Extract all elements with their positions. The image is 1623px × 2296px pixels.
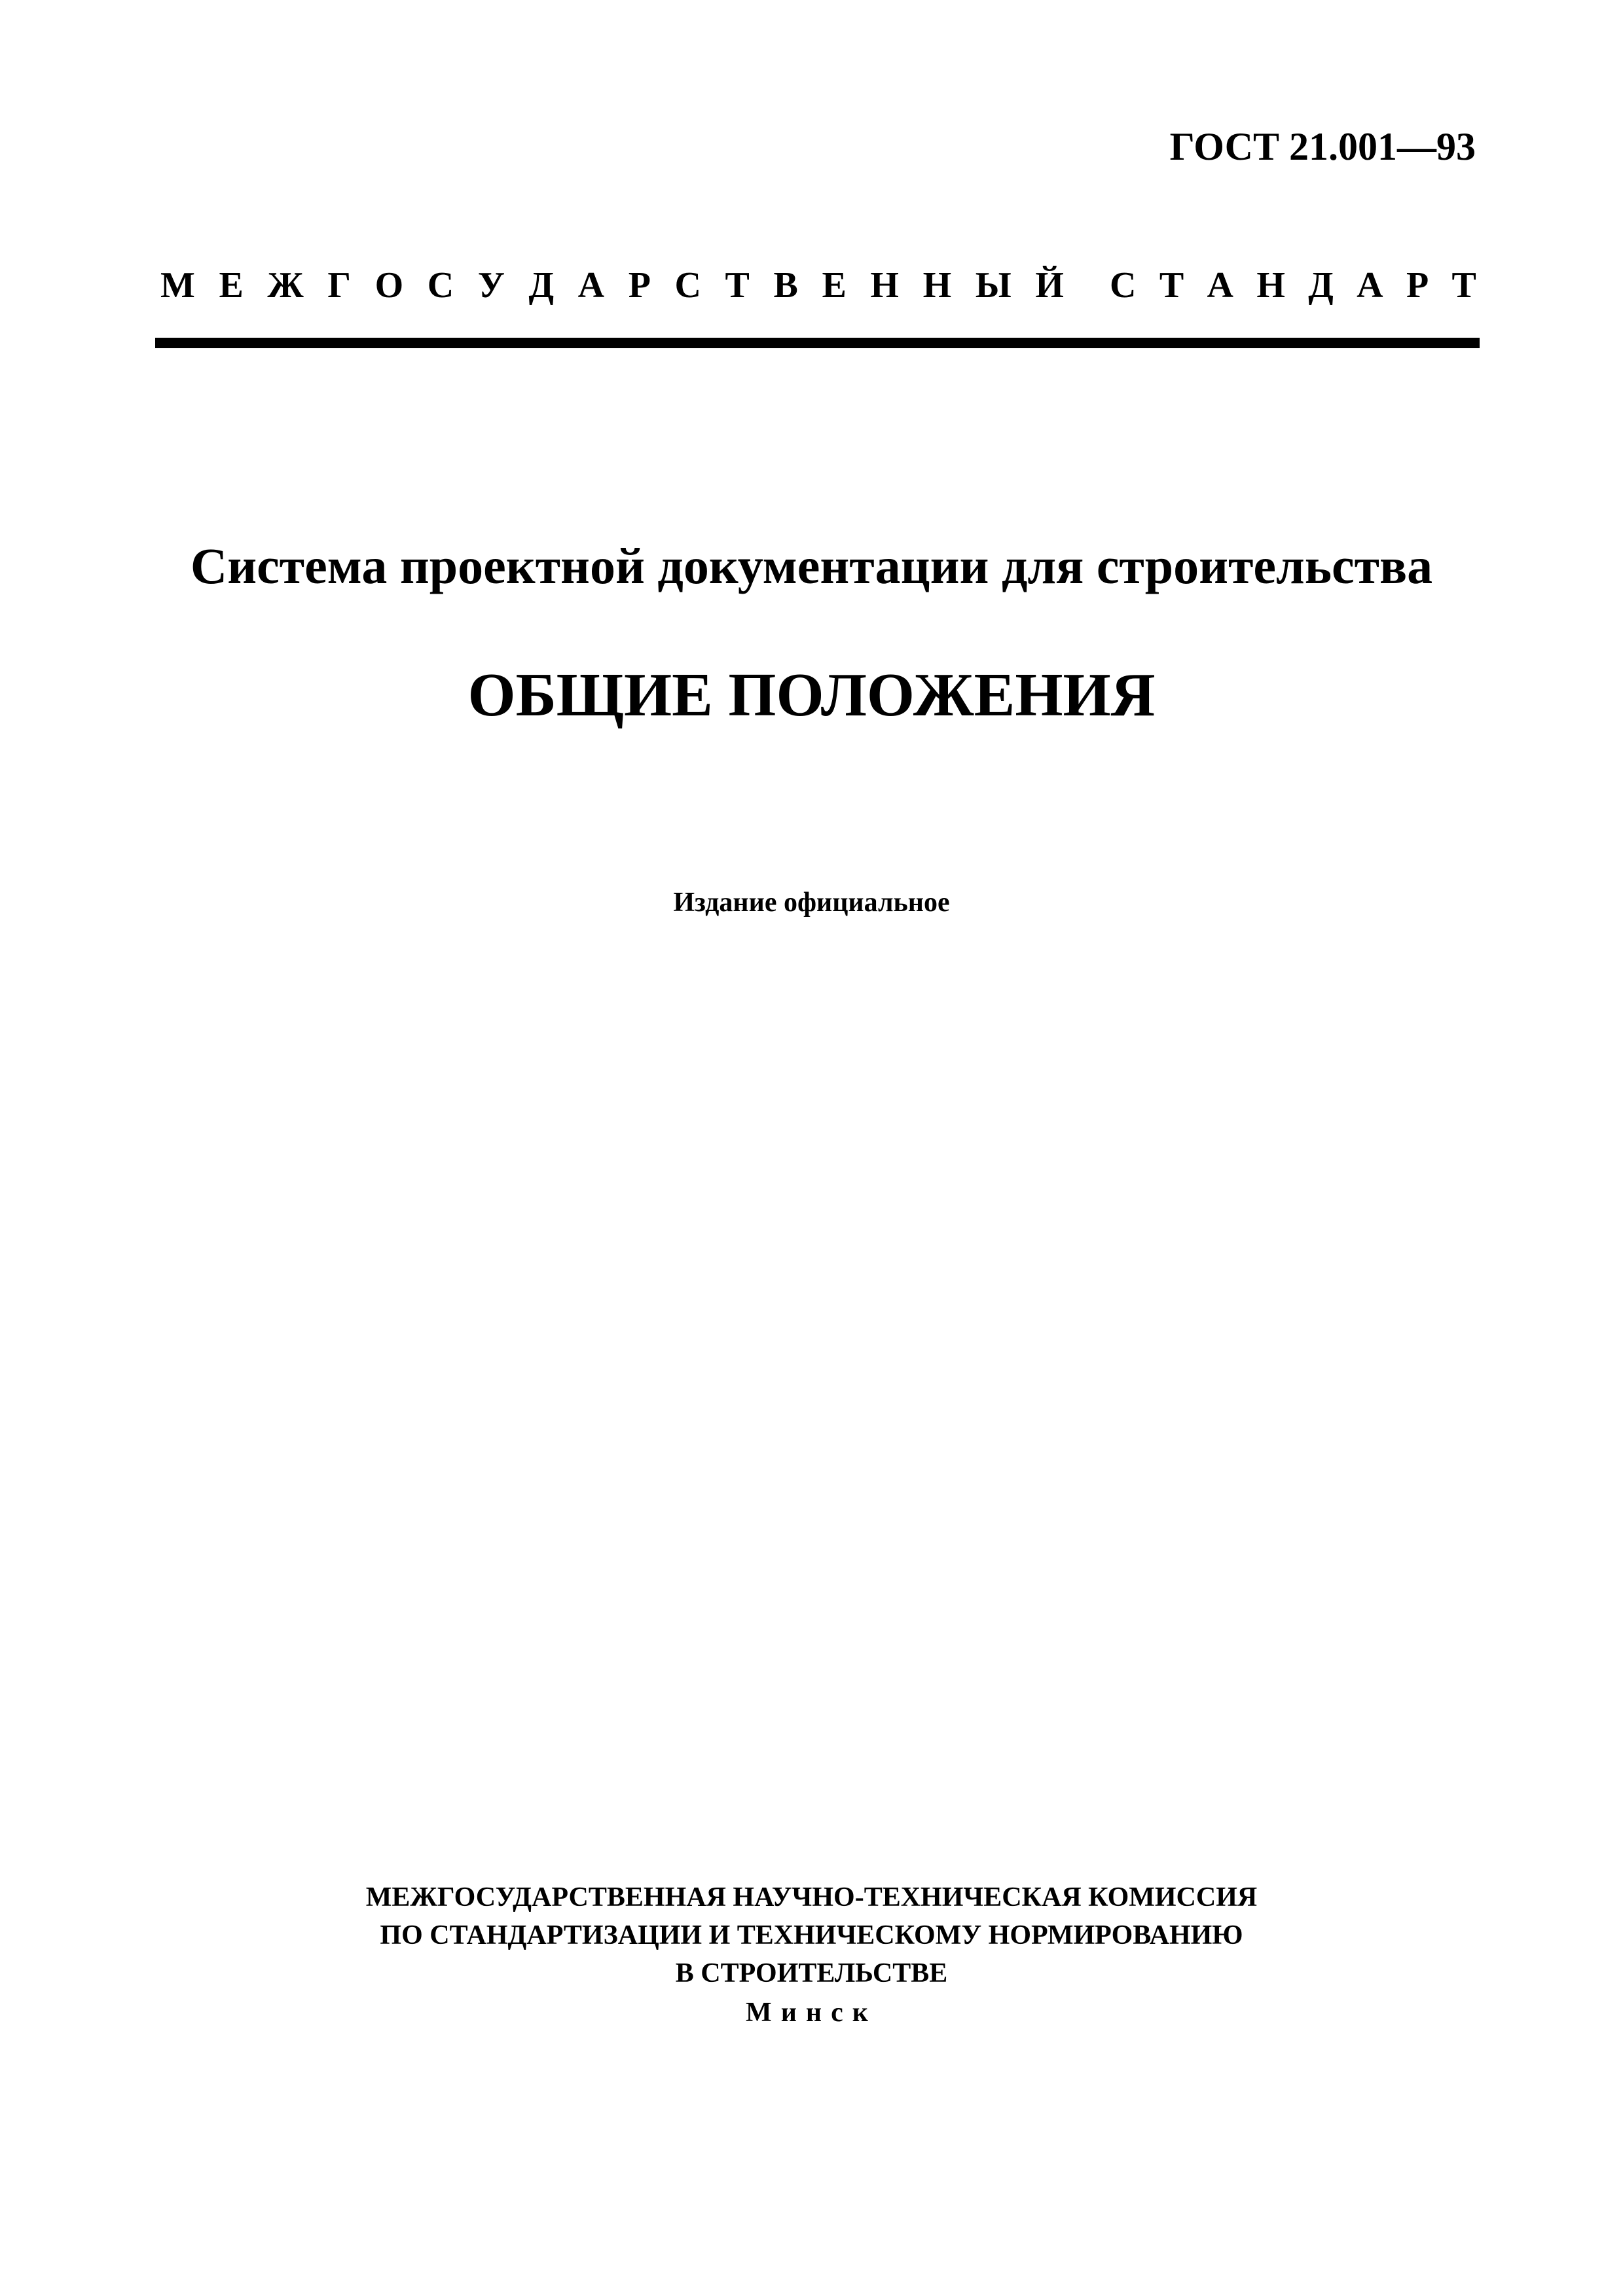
publisher-line-3: В СТРОИТЕЛЬСТВЕ	[675, 1958, 948, 1988]
letter: С	[427, 265, 454, 306]
letter: О	[374, 265, 404, 306]
letter: Ы	[975, 265, 1012, 306]
letter: Т	[1159, 265, 1184, 306]
letter: Н	[1256, 265, 1285, 306]
letter: Е	[219, 265, 244, 306]
letter: Д	[1308, 265, 1334, 306]
letter: Т	[1451, 265, 1476, 306]
standard-type-word-2	[1110, 267, 1476, 304]
letter: Й	[1035, 265, 1064, 306]
letter: С	[674, 265, 701, 306]
letter: Н	[870, 265, 899, 306]
publisher-line-1: МЕЖГОСУДАРСТВЕННАЯ НАУЧНО-ТЕХНИЧЕСКАЯ КОМИССИЯ	[365, 1882, 1258, 1912]
header-divider	[155, 338, 1480, 348]
letter: Н	[922, 265, 952, 306]
publisher-city: Минск	[746, 1998, 877, 2028]
edition-label: Издание официальное	[673, 888, 950, 918]
letter: Р	[1406, 265, 1429, 306]
letter: А	[1357, 265, 1383, 306]
standard-type-heading	[160, 267, 1476, 304]
standard-type-word-1	[160, 267, 1064, 304]
letter: Д	[528, 265, 555, 306]
letter: В	[773, 265, 798, 306]
letter: Ж	[267, 265, 304, 306]
publisher-line-2: ПО СТАНДАРТИЗАЦИИ И ТЕХНИЧЕСКОМУ НОРМИРОВАНИЮ	[380, 1920, 1243, 1950]
letter: С	[1110, 265, 1137, 306]
main-title: ОБЩИЕ ПОЛОЖЕНИЯ	[467, 661, 1156, 729]
letter: Е	[822, 265, 847, 306]
letter: А	[577, 265, 605, 306]
series-title: Система проектной документации для строительства	[190, 537, 1433, 594]
document-code: ГОСТ 21.001—93	[1169, 125, 1476, 168]
letter: Т	[725, 265, 750, 306]
letter: У	[477, 265, 505, 306]
letter: Г	[327, 265, 352, 306]
letter: А	[1207, 265, 1233, 306]
letter: М	[160, 265, 195, 306]
publisher-block	[0, 1878, 1623, 2032]
letter: Р	[628, 265, 651, 306]
